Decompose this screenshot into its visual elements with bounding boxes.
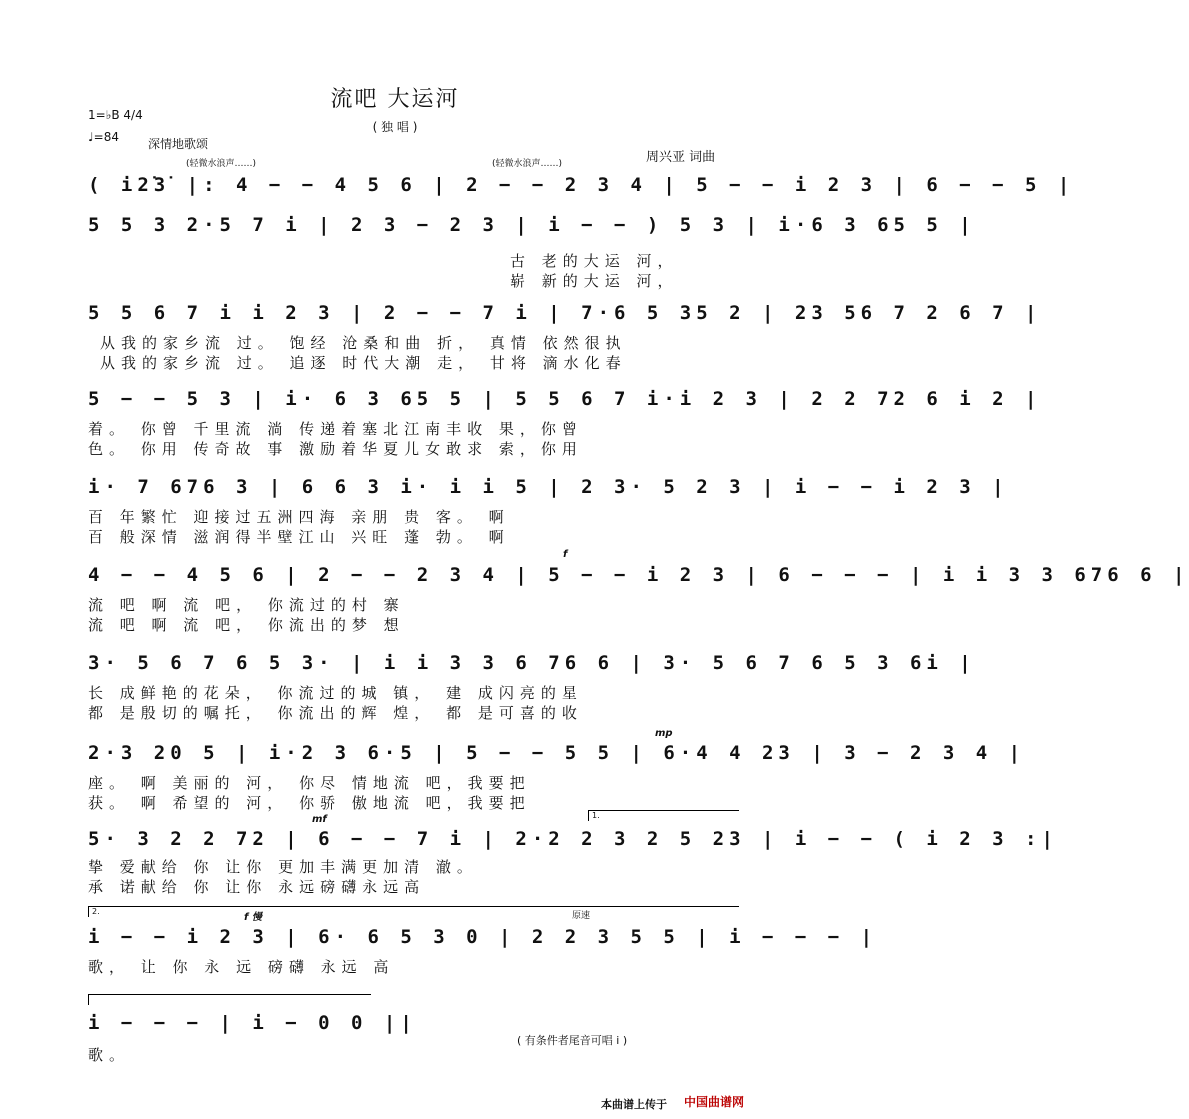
tempo-marking: ♩=84 xyxy=(88,130,119,144)
lyric-row-6-verse-1: 流 吧 啊 流 吧， 你流过的村 寨 xyxy=(88,596,405,614)
volta-2: 2. xyxy=(88,906,739,917)
lyric-row-2-verse-1: 古 老的大运 河， xyxy=(510,252,679,270)
score-row-2 xyxy=(88,210,976,244)
dynamic-f-slow: f 慢 xyxy=(244,912,262,923)
score-row-1 xyxy=(88,170,1075,204)
notes-row-2: 5 5 3 2·5 7 i | 2 3 − 2 3 | i − − ) 5 3 | i·6 3 65 5 | xyxy=(88,214,976,236)
score-row-7 xyxy=(88,648,976,682)
lyric-row-2-verse-2: 崭 新的大运 河， xyxy=(510,272,679,290)
page-title: 流吧 大运河 xyxy=(330,87,460,112)
lyric-row-7-verse-1: 长 成鲜艳的花朵， 你流过的城 镇， 建 成闪亮的星 xyxy=(88,684,583,702)
notes-row-4: 5 − − 5 3 | i· 6 3 65 5 | 5 5 6 7 i·i 2 3 | 2 2 72 6 i 2 | xyxy=(88,388,1042,410)
score-row-5 xyxy=(88,472,1009,506)
lyric-row-8-verse-1: 座。 啊 美丽的 河， 你尽 情地流 吧，我要把 xyxy=(88,774,531,792)
score-row-4 xyxy=(88,384,1042,418)
notes-row-1: ( i2̇3̇ |: 4 − − 4 5 6 | 2 − − 2 3 4 | 5 − − i 2 3 | 6 − − 5 | xyxy=(88,174,1075,196)
notes-row-7: 3· 5 6 7 6 5 3· | i i 3 3 6 76 6 | 3· 5 6 7 6 5 3 6i | xyxy=(88,652,976,674)
dynamic-mp: mp xyxy=(655,728,673,739)
lyric-row-9-verse-2: 承 诺献给 你 让你 永远磅礴永远高 xyxy=(88,878,426,896)
notes-row-3: 5 5 6 7 i i 2 3 | 2 − − 7 i | 7·6 5 35 2 | 23 56 7 2 6 7 | xyxy=(88,302,1042,324)
upload-note: 本曲谱上传于 xyxy=(601,1098,667,1111)
score-row-6 xyxy=(88,560,1189,594)
lyric-row-6-verse-2: 流 吧 啊 流 吧， 你流出的梦 想 xyxy=(88,616,405,634)
site-logo[interactable]: 中国曲谱网 xyxy=(684,1095,745,1109)
dynamic-f: f xyxy=(563,549,568,560)
key-signature: 1=♭B 4/4 xyxy=(88,108,143,122)
annotation-water-1: (轻微水浪声……) xyxy=(186,159,257,169)
lyric-row-4-verse-1: 着。 你曾 千里流 淌 传递着塞北江南丰收 果，你曾 xyxy=(88,420,583,438)
lyric-row-5-verse-1: 百 年繁忙 迎接过五洲四海 亲朋 贵 客。 啊 xyxy=(88,508,510,526)
page-subtitle: ( 独 唱 ) xyxy=(372,120,418,134)
annotation-water-2: (轻微水浪声……) xyxy=(492,159,563,169)
dynamic-mf: mf xyxy=(312,814,327,825)
credits: 周兴亚 词曲 xyxy=(646,150,716,165)
lyric-row-8-verse-2: 获。 啊 希望的 河， 你骄 傲地流 吧，我要把 xyxy=(88,794,531,812)
lyric-row-3-verse-1: 从我的家乡流 过。 饱经 沧桑和曲 折， 真情 依然很执 xyxy=(100,334,627,352)
lyric-row-5-verse-2: 百 般深情 滋润得半壁江山 兴旺 蓬 勃。 啊 xyxy=(88,528,510,546)
lyric-row-7-verse-2: 都 是殷切的嘱托， 你流出的辉 煌， 都 是可喜的收 xyxy=(88,704,583,722)
volta-final xyxy=(88,994,371,1005)
notes-row-8: 2·3 20 5 | i·2 3 6·5 | 5 − − 5 5 | 6·4 4 23 | 3 − 2 3 4 | xyxy=(88,742,1026,764)
score-row-8 xyxy=(88,738,1026,772)
lyric-row-9-verse-1: 挚 爱献给 你 让你 更加丰满更加清 澈。 xyxy=(88,858,478,876)
notes-row-5: i· 7 676 3 | 6 6 3 i· i i 5 | 2 3· 5 2 3 | i − − i 2 3 | xyxy=(88,476,1009,498)
expression-marking: 深情地歌颂 xyxy=(148,137,209,151)
notes-row-11: i − − − | i − 0 0 || xyxy=(88,1012,417,1034)
lyric-row-10-verse-1: 歌， 让 你 永 远 磅礴 永远 高 xyxy=(88,958,395,976)
score-row-10 xyxy=(88,922,878,956)
footnote: ( 有条件者尾音可唱 i ) xyxy=(517,1034,628,1047)
lyric-row-4-verse-2: 色。 你用 传奇故 事 激励着华夏儿女敢求 索，你用 xyxy=(88,440,583,458)
notes-row-9: 5· 3 2 2 72 | 6 − − 7 i | 2·2 2 3 2 5 23 | i − − ( i 2 3 :| xyxy=(88,828,1058,850)
lyric-row-11: 歌。 xyxy=(88,1046,131,1064)
lyric-row-3-verse-2: 从我的家乡流 过。 追逐 时代大潮 走， 甘将 滴水化春 xyxy=(100,354,627,372)
score-row-11 xyxy=(88,1008,417,1042)
notes-row-10: i − − i 2 3 | 6· 6 5 3 0 | 2 2 3 5 5 | i − − − | xyxy=(88,926,878,948)
score-row-9 xyxy=(88,824,1058,858)
volta-1: 1. xyxy=(588,810,739,821)
tempo-change: 原速 xyxy=(572,911,591,921)
score-row-3 xyxy=(88,298,1042,332)
notes-row-6: 4 − − 4 5 6 | 2 − − 2 3 4 | 5 − − i 2 3 | 6 − − − | i i 3 3 676 6 | xyxy=(88,564,1189,586)
